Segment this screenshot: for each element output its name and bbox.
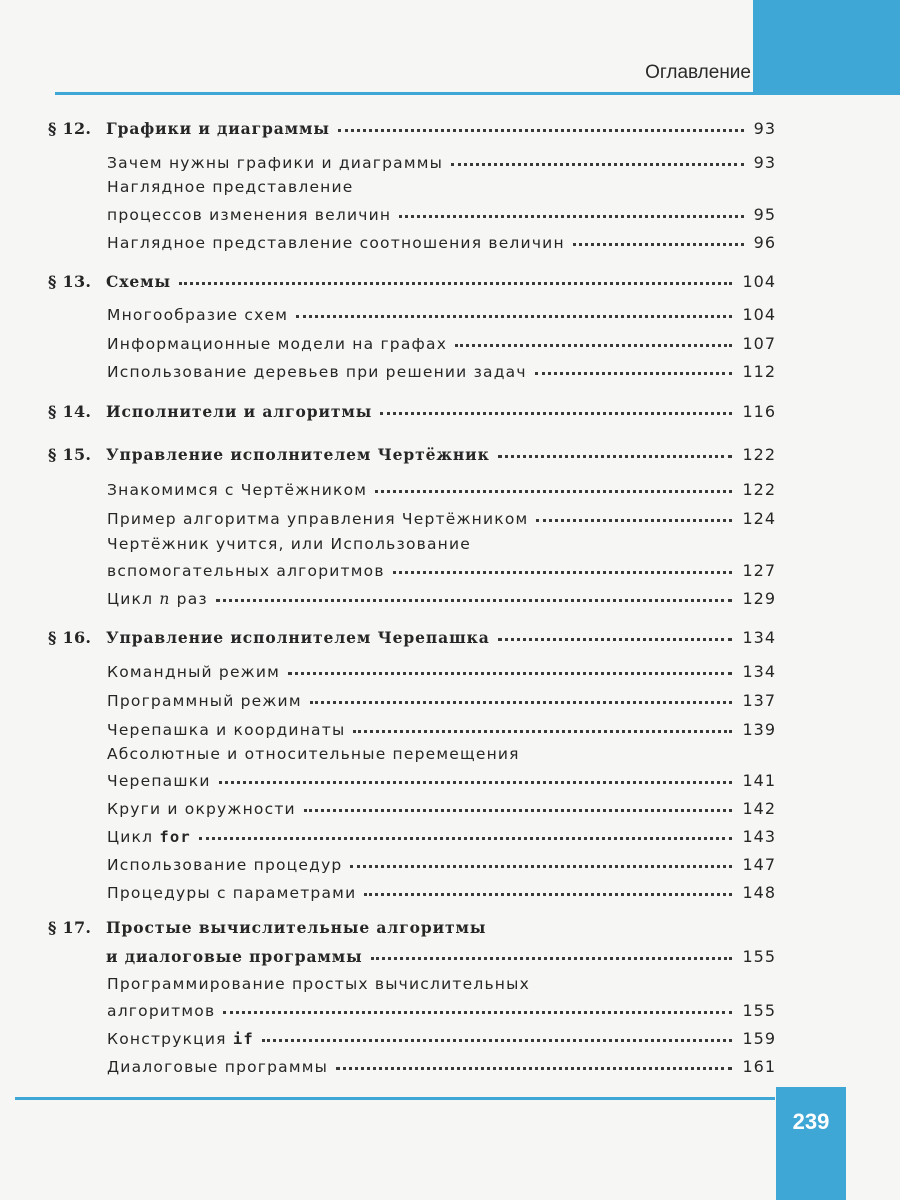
leader-dots [223, 1011, 732, 1014]
item-title: Использование процедур [107, 856, 343, 874]
page-ref: 104 [742, 272, 776, 291]
item-title: Зачем нужны графики и диаграммы [107, 154, 444, 172]
toc-item[interactable] [107, 552, 776, 580]
page-number: 239 [792, 1109, 830, 1134]
toc-item[interactable] [107, 790, 776, 818]
leader-dots [536, 519, 732, 522]
leader-dots [393, 571, 733, 574]
item-title: Использование деревьев при решении задач [107, 363, 527, 381]
toc-item[interactable] [107, 144, 776, 172]
toc-item[interactable] [107, 818, 776, 846]
item-title [107, 1030, 254, 1048]
leader-dots [338, 129, 744, 132]
item-title: Черепашка и координаты [107, 721, 346, 739]
page-ref: 143 [742, 827, 776, 846]
section-title: и диалоговые программы [106, 947, 363, 966]
toc-item[interactable] [107, 682, 776, 710]
leader-dots [336, 1067, 732, 1070]
page-ref: 141 [742, 771, 776, 790]
section-title: Графики и диаграммы [106, 119, 330, 138]
item-title: Абсолютные и относительные перемещения [107, 745, 520, 763]
item-title-part: Конструкция [107, 1030, 227, 1048]
page-ref: 134 [742, 628, 776, 647]
item-title-part: раз [176, 590, 208, 608]
item-title: Командный режим [107, 663, 281, 681]
leader-dots [535, 372, 733, 375]
section-number: § 14. [48, 402, 92, 421]
toc-section-13[interactable] [48, 263, 776, 291]
page-ref: 112 [742, 362, 776, 381]
leader-dots [498, 455, 733, 458]
page-ref: 139 [742, 720, 776, 739]
toc-item-line[interactable] [107, 174, 776, 196]
toc-item[interactable] [107, 653, 776, 681]
toc-item[interactable] [107, 992, 776, 1020]
item-title-part: Цикл [107, 590, 154, 608]
section-number: § 12. [48, 119, 92, 138]
leader-dots [304, 809, 733, 812]
leader-dots [262, 1039, 733, 1042]
item-title: Знакомимся с Чертёжником [107, 481, 368, 499]
leader-dots [380, 412, 732, 415]
toc-item[interactable] [107, 224, 776, 252]
section-title: Управление исполнителем Чертёжник [106, 445, 490, 464]
page-ref: 155 [742, 1001, 776, 1020]
page-ref: 137 [742, 691, 776, 710]
toc-item-line[interactable] [107, 741, 776, 763]
item-title: процессов изменения величин [107, 206, 392, 224]
item-title-variable: n [159, 590, 171, 608]
section-number: § 13. [48, 272, 92, 291]
leader-dots [371, 957, 733, 960]
page-ref: 93 [753, 153, 776, 172]
toc-section-17[interactable] [48, 915, 776, 937]
toc-item[interactable] [107, 196, 776, 224]
toc-section-12[interactable] [48, 110, 776, 138]
leader-dots [310, 701, 733, 704]
toc-item[interactable] [107, 353, 776, 381]
page-ref: 104 [742, 305, 776, 324]
toc-item[interactable] [107, 1020, 776, 1048]
page-ref: 122 [742, 480, 776, 499]
item-title: Круги и окружности [107, 800, 296, 818]
toc-item[interactable] [107, 846, 776, 874]
section-number: § 17. [48, 918, 92, 937]
section-title: Исполнители и алгоритмы [106, 402, 373, 421]
toc-section-16[interactable] [48, 619, 776, 647]
leader-dots [353, 730, 732, 733]
page-ref: 122 [742, 445, 776, 464]
leader-dots [216, 599, 733, 602]
leader-dots [498, 638, 733, 641]
toc-item[interactable] [107, 325, 776, 353]
toc-item[interactable] [107, 471, 776, 499]
toc-item[interactable] [107, 1048, 776, 1076]
toc-section-17-line[interactable] [48, 938, 776, 966]
toc-item[interactable] [107, 762, 776, 790]
toc-item[interactable] [107, 874, 776, 902]
page-ref: 96 [753, 233, 776, 252]
item-title-code: if [232, 1030, 254, 1048]
page-ref: 161 [742, 1057, 776, 1076]
item-title: Черепашки [107, 772, 211, 790]
bottom-tab-decoration [776, 1087, 846, 1200]
page-ref: 148 [742, 883, 776, 902]
header-title: Оглавление [645, 62, 751, 83]
toc-section-15[interactable] [48, 436, 776, 464]
page-ref: 142 [742, 799, 776, 818]
item-title: Чертёжник учится, или Использование [107, 535, 472, 553]
item-title-code: for [159, 828, 191, 846]
toc-item-line[interactable] [107, 531, 776, 553]
item-title: Диалоговые программы [107, 1058, 329, 1076]
leader-dots [364, 893, 732, 896]
item-title: алгоритмов [107, 1002, 216, 1020]
leader-dots [451, 163, 744, 166]
toc-item-line[interactable] [107, 971, 776, 993]
page-ref: 107 [742, 334, 776, 353]
item-title: Программный режим [107, 692, 302, 710]
toc-item[interactable] [107, 500, 776, 528]
section-title: Простые вычислительные алгоритмы [106, 918, 487, 937]
page-ref: 124 [742, 509, 776, 528]
page-ref: 159 [742, 1029, 776, 1048]
item-title-part: Цикл [107, 828, 154, 846]
leader-dots [455, 344, 732, 347]
item-title: Многообразие схем [107, 306, 289, 324]
page-ref: 95 [753, 205, 776, 224]
page-ref: 147 [742, 855, 776, 874]
section-number: § 16. [48, 628, 92, 647]
toc-item[interactable] [107, 580, 776, 608]
leader-dots [375, 490, 732, 493]
item-title: вспомогательных алгоритмов [107, 562, 385, 580]
leader-dots [296, 315, 732, 318]
leader-dots [219, 781, 733, 784]
leader-dots [179, 282, 733, 285]
leader-dots [199, 837, 733, 840]
item-title [107, 590, 208, 608]
leader-dots [573, 243, 744, 246]
toc-item[interactable] [107, 711, 776, 739]
leader-dots [288, 672, 732, 675]
item-title: Информационные модели на графах [107, 335, 448, 353]
item-title [107, 828, 191, 846]
toc-section-14[interactable] [48, 393, 776, 421]
item-title: Процедуры с параметрами [107, 884, 357, 902]
page-ref: 93 [753, 119, 776, 138]
section-number: § 15. [48, 445, 92, 464]
item-title: Пример алгоритма управления Чертёжником [107, 510, 529, 528]
page-ref: 134 [742, 662, 776, 681]
page-ref: 129 [742, 589, 776, 608]
section-title: Схемы [106, 272, 171, 291]
toc-item[interactable] [107, 296, 776, 324]
section-title: Управление исполнителем Черепашка [106, 628, 490, 647]
leader-dots [399, 215, 743, 218]
item-title: Наглядное представление соотношения величин [107, 234, 565, 252]
page-ref: 127 [742, 561, 776, 580]
page-ref: 116 [742, 402, 776, 421]
item-title: Наглядное представление [107, 178, 354, 196]
leader-dots [350, 865, 732, 868]
footer-rule [15, 1097, 775, 1100]
item-title: Программирование простых вычислительных [107, 975, 530, 993]
page-ref: 155 [742, 947, 776, 966]
